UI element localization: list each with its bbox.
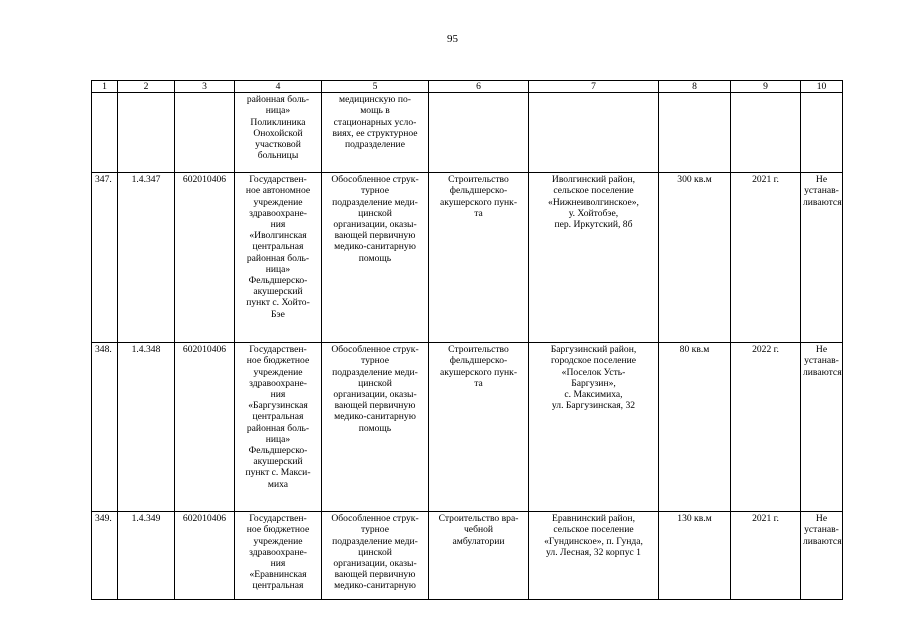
cell-code: 1.4.347 (118, 173, 175, 343)
cell-number: 348. (92, 343, 118, 512)
cell-code (118, 93, 175, 173)
cell-year: 2022 г. (731, 343, 801, 512)
cell-object-type: Обособленное струк- турное подразделение меди- цинской организации, оказы- вающей первичную медико-санитарную (322, 512, 429, 600)
cell-code: 1.4.349 (118, 512, 175, 600)
column-header: 8 (659, 81, 731, 93)
cell-number: 349. (92, 512, 118, 600)
table-row-348 (92, 343, 843, 512)
column-header: 9 (731, 81, 801, 93)
cell-okved: 602010406 (175, 173, 235, 343)
cell-organization: Государствен- ное автономное учреждение здравоохране- ния «Иволгинская центральная районная боль- ница» Фельдшерско- акушерский пункт с. Хойто- Бэе (235, 173, 322, 343)
cell-zones: Не устанав- ливаются (801, 343, 843, 512)
cell-purpose: Строительство фельдшерско- акушерского пунк- та (429, 173, 529, 343)
table-row-continuation (92, 93, 843, 173)
objects-table (91, 80, 843, 600)
column-header: 4 (235, 81, 322, 93)
cell-zones (801, 93, 843, 173)
cell-year: 2021 г. (731, 173, 801, 343)
cell-okved (175, 93, 235, 173)
table-row-347 (92, 173, 843, 343)
cell-object-type: Обособленное струк- турное подразделение меди- цинской организации, оказы- вающей первичную медико-санитарную помощь (322, 173, 429, 343)
cell-area: 130 кв.м (659, 512, 731, 600)
cell-area: 80 кв.м (659, 343, 731, 512)
cell-year (731, 93, 801, 173)
cell-okved: 602010406 (175, 343, 235, 512)
page-number: 95 (447, 33, 458, 45)
cell-code: 1.4.348 (118, 343, 175, 512)
cell-organization: районная боль- ница» Поликлиника Онохойской участковой больницы (235, 93, 322, 173)
cell-purpose: Строительство вра- чебной амбулатории (429, 512, 529, 600)
cell-location: Еравнинский район, сельское поселение «Гундинское», п. Гунда, ул. Лесная, 32 корпус 1 (529, 512, 659, 600)
cell-okved: 602010406 (175, 512, 235, 600)
column-header: 5 (322, 81, 429, 93)
cell-zones: Не устанав- ливаются (801, 512, 843, 600)
cell-area: 300 кв.м (659, 173, 731, 343)
cell-number: 347. (92, 173, 118, 343)
column-header: 10 (801, 81, 843, 93)
cell-object-type: Обособленное струк- турное подразделение меди- цинской организации, оказы- вающей первичную медико-санитарную помощь (322, 343, 429, 512)
column-header: 7 (529, 81, 659, 93)
cell-location: Баргузинский район, городское поселение «Поселок Усть- Баргузин», с. Максимиха, ул. Баргузинская, 32 (529, 343, 659, 512)
cell-number (92, 93, 118, 173)
cell-organization: Государствен- ное бюджетное учреждение здравоохране- ния «Еравнинская центральная (235, 512, 322, 600)
cell-purpose: Строительство фельдшерско- акушерского пунк- та (429, 343, 529, 512)
cell-purpose (429, 93, 529, 173)
column-header: 2 (118, 81, 175, 93)
column-header: 3 (175, 81, 235, 93)
column-header: 1 (92, 81, 118, 93)
column-header: 6 (429, 81, 529, 93)
cell-organization: Государствен- ное бюджетное учреждение здравоохране- ния «Баргузинская центральная районная боль- ница» Фельдшерско- акушерский пункт с. Макси- миха (235, 343, 322, 512)
cell-location: Иволгинский район, сельское поселение «Нижнеиволгинское», у. Хойтобэе, пер. Иркутский, 8б (529, 173, 659, 343)
cell-year: 2021 г. (731, 512, 801, 600)
cell-area (659, 93, 731, 173)
cell-object-type: медицинскую по- мощь в стационарных усло- виях, ее структурное подразделение (322, 93, 429, 173)
table-row-349 (92, 512, 843, 600)
header-row (92, 81, 843, 93)
cell-zones: Не устанав- ливаются (801, 173, 843, 343)
cell-location (529, 93, 659, 173)
